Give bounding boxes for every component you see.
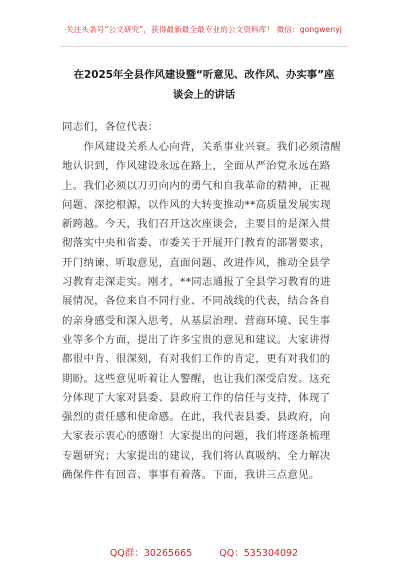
document-title-line-2: 谈会上的讲话 bbox=[172, 89, 236, 101]
paragraph-line: 习教育走深走实。刚才，**同志通报了全县学习教育的进 bbox=[62, 276, 331, 289]
paragraph-line: 上。我们必须以刀刃向内的勇气和自我革命的精神，正视 bbox=[62, 179, 331, 192]
paragraph-line: 期盼。这些意见听着让人警醒，也让我们深受启发。这充 bbox=[62, 372, 331, 385]
paragraph-line: 作风建设关系人心向背，关系事业兴衰。我们必须清醒 bbox=[62, 141, 342, 153]
paragraph-line: 强烈的责任感和使命感。在此，我代表县委、县政府，向 bbox=[62, 411, 331, 424]
paragraph-line: 问题、深挖根源，以作风的大转变推动**高质量发展实现 bbox=[62, 198, 331, 211]
body-paragraph bbox=[62, 138, 350, 485]
paragraph-line: 业等多个方面，提出了许多宝贵的意见和建议。大家讲得 bbox=[62, 333, 331, 346]
paragraph-line: 彻落实中央和省委、市委关于开展开门教育的部署要求， bbox=[62, 237, 331, 250]
paragraph-line: 专题研究；大家提出的建议，我们将认真吸纳、全力解决 bbox=[62, 449, 331, 462]
paragraph-line: 新跨越。今天，我们召开这次座谈会，主要目的是深入贯 bbox=[62, 218, 331, 231]
paragraph-line: 确保件件有回音、事事有着落。下面，我讲三点意见。 bbox=[62, 469, 320, 482]
footer-contact bbox=[0, 545, 408, 559]
paragraph-line: 开门纳谏、听取意见，直面问题、改进作风，推动全县学 bbox=[62, 256, 331, 269]
paragraph-line: 分体现了大家对县委、县政府工作的信任与支持，体现了 bbox=[62, 391, 331, 404]
document-title-line-1: 在2025年全县作风建设暨“听意见、改作风、办实事”座 bbox=[73, 69, 335, 81]
footer-qq-group[interactable]: QQ群：30265665 bbox=[109, 548, 193, 559]
header-banner[interactable]: 关注头条号“公文研究”，获得最新最全最专业的公文资料库！ 微信：gongwenyj bbox=[66, 25, 342, 34]
paragraph-line: 地认识到，作风建设永远在路上，全面从严治党永远在路 bbox=[62, 160, 331, 173]
footer-qq[interactable]: QQ：535304092 bbox=[219, 548, 299, 559]
paragraph-line: 的亲身感受和深入思考，从基层治理、营商环境、民生事 bbox=[62, 314, 331, 327]
header-divider bbox=[60, 46, 348, 47]
salutation: 同志们，各位代表： bbox=[62, 121, 159, 133]
paragraph-line: 展情况，各位来自不同行业、不同战线的代表，结合各自 bbox=[62, 295, 331, 308]
paragraph-line: 大家表示衷心的感谢！大家提出的问题，我们将逐条梳理 bbox=[62, 430, 331, 443]
paragraph-line: 都很中肯、很深刻，有对我们工作的肯定，更有对我们的 bbox=[62, 353, 331, 366]
